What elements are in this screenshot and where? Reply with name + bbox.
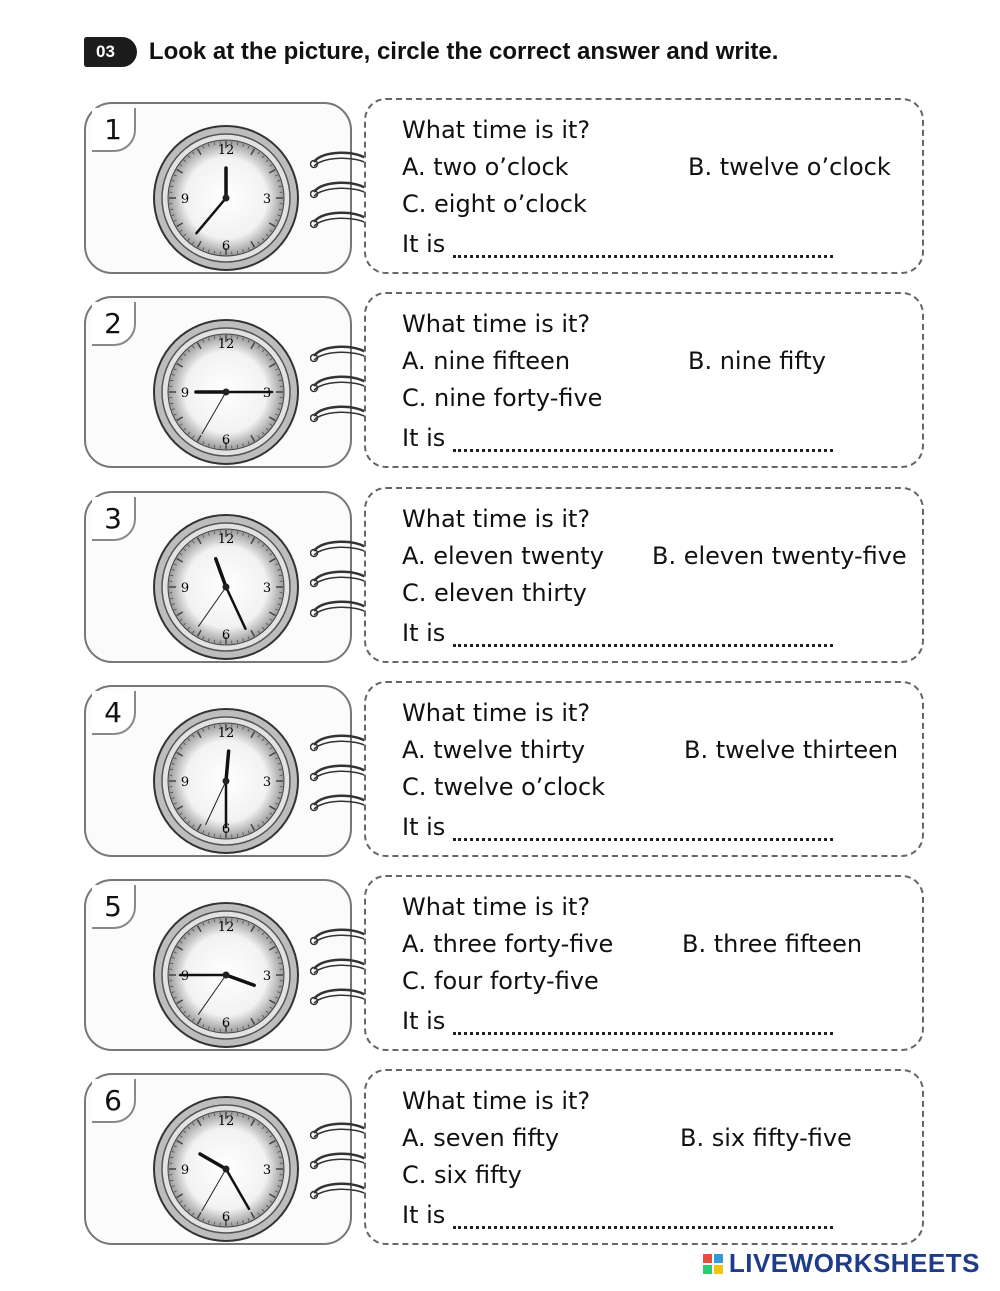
answer-input[interactable] bbox=[453, 622, 833, 647]
exercise-number: 1 bbox=[92, 108, 136, 152]
binder-rings-icon bbox=[310, 342, 372, 432]
svg-text:12: 12 bbox=[217, 532, 235, 547]
svg-text:6: 6 bbox=[221, 433, 231, 448]
question-card bbox=[364, 487, 924, 663]
svg-text:9: 9 bbox=[180, 192, 190, 207]
answer-line bbox=[402, 1201, 833, 1229]
binder-rings-icon bbox=[310, 1119, 372, 1209]
question-text: What time is it? bbox=[402, 505, 591, 533]
answer-prompt: It is bbox=[402, 1007, 446, 1035]
option-b[interactable]: B. three fifteen bbox=[682, 930, 863, 958]
exercise-number-badge: 03 bbox=[84, 37, 137, 67]
svg-text:12: 12 bbox=[217, 1114, 235, 1129]
question-text: What time is it? bbox=[402, 893, 591, 921]
answer-input[interactable] bbox=[453, 427, 833, 452]
svg-text:9: 9 bbox=[180, 969, 190, 984]
question-text: What time is it? bbox=[402, 1087, 591, 1115]
answer-input[interactable] bbox=[453, 233, 833, 258]
question-card bbox=[364, 1069, 924, 1245]
svg-text:3: 3 bbox=[262, 775, 272, 790]
question-card bbox=[364, 292, 924, 468]
exercise-item bbox=[84, 487, 924, 667]
svg-text:12: 12 bbox=[217, 920, 235, 935]
liveworksheets-logo-icon bbox=[703, 1254, 723, 1274]
exercise-item bbox=[84, 681, 924, 861]
exercise-item bbox=[84, 98, 924, 278]
option-b[interactable]: B. twelve o’clock bbox=[688, 153, 891, 181]
answer-line bbox=[402, 619, 833, 647]
exercise-number: 4 bbox=[92, 691, 136, 735]
option-a[interactable]: A. eleven twenty bbox=[402, 542, 604, 570]
exercise-number: 6 bbox=[92, 1079, 136, 1123]
question-text: What time is it? bbox=[402, 116, 591, 144]
option-b[interactable]: B. nine fifty bbox=[688, 347, 826, 375]
option-c[interactable]: C. eight o’clock bbox=[402, 190, 587, 218]
binder-rings-icon bbox=[310, 925, 372, 1015]
binder-rings-icon bbox=[310, 537, 372, 627]
answer-prompt: It is bbox=[402, 813, 446, 841]
svg-text:6: 6 bbox=[221, 239, 231, 254]
question-text: What time is it? bbox=[402, 310, 591, 338]
option-b[interactable]: B. twelve thirteen bbox=[684, 736, 899, 764]
question-card bbox=[364, 875, 924, 1051]
answer-prompt: It is bbox=[402, 619, 446, 647]
svg-text:3: 3 bbox=[262, 192, 272, 207]
answer-input[interactable] bbox=[453, 1010, 833, 1035]
svg-text:12: 12 bbox=[217, 337, 235, 352]
binder-rings-icon bbox=[310, 731, 372, 821]
clock-icon bbox=[152, 513, 300, 661]
svg-text:6: 6 bbox=[221, 822, 231, 837]
answer-input[interactable] bbox=[453, 1204, 833, 1229]
option-a[interactable]: A. nine fifteen bbox=[402, 347, 571, 375]
svg-text:6: 6 bbox=[221, 1210, 231, 1225]
answer-line bbox=[402, 230, 833, 258]
svg-text:3: 3 bbox=[262, 969, 272, 984]
option-a[interactable]: A. twelve thirty bbox=[402, 736, 586, 764]
svg-text:12: 12 bbox=[217, 143, 235, 158]
option-b[interactable]: B. eleven twenty-five bbox=[652, 542, 907, 570]
option-a[interactable]: A. two o’clock bbox=[402, 153, 569, 181]
clock-icon bbox=[152, 707, 300, 855]
question-card bbox=[364, 681, 924, 857]
answer-line bbox=[402, 1007, 833, 1035]
answer-line bbox=[402, 424, 833, 452]
option-a[interactable]: A. seven fifty bbox=[402, 1124, 560, 1152]
svg-text:3: 3 bbox=[262, 386, 272, 401]
binder-rings-icon bbox=[310, 148, 372, 238]
option-c[interactable]: C. eleven thirty bbox=[402, 579, 587, 607]
question-card bbox=[364, 98, 924, 274]
brand-footer bbox=[703, 1248, 980, 1279]
exercise-item bbox=[84, 875, 924, 1055]
exercise-header bbox=[84, 30, 778, 74]
question-text: What time is it? bbox=[402, 699, 591, 727]
brand-name: LIVEWORKSHEETS bbox=[728, 1248, 980, 1278]
exercise-item bbox=[84, 292, 924, 472]
option-c[interactable]: C. six fifty bbox=[402, 1161, 522, 1189]
exercise-number: 5 bbox=[92, 885, 136, 929]
clock-icon bbox=[152, 124, 300, 272]
answer-line bbox=[402, 813, 833, 841]
option-b[interactable]: B. six fifty-five bbox=[680, 1124, 852, 1152]
option-a[interactable]: A. three forty-five bbox=[402, 930, 614, 958]
svg-text:6: 6 bbox=[221, 1016, 231, 1031]
answer-prompt: It is bbox=[402, 230, 446, 258]
option-c[interactable]: C. four forty-five bbox=[402, 967, 599, 995]
svg-text:3: 3 bbox=[262, 581, 272, 596]
svg-text:9: 9 bbox=[180, 1163, 190, 1178]
answer-input[interactable] bbox=[453, 816, 833, 841]
svg-text:9: 9 bbox=[180, 775, 190, 790]
option-c[interactable]: C. twelve o’clock bbox=[402, 773, 606, 801]
svg-text:3: 3 bbox=[262, 1163, 272, 1178]
svg-text:9: 9 bbox=[180, 581, 190, 596]
instruction-text: Look at the picture, circle the correct answer and write. bbox=[148, 38, 779, 65]
answer-prompt: It is bbox=[402, 424, 446, 452]
exercise-number: 3 bbox=[92, 497, 136, 541]
svg-text:12: 12 bbox=[217, 726, 235, 741]
svg-text:6: 6 bbox=[221, 628, 231, 643]
clock-icon bbox=[152, 318, 300, 466]
clock-icon bbox=[152, 1095, 300, 1243]
option-c[interactable]: C. nine forty-five bbox=[402, 384, 603, 412]
exercise-item bbox=[84, 1069, 924, 1249]
svg-text:9: 9 bbox=[180, 386, 190, 401]
answer-prompt: It is bbox=[402, 1201, 446, 1229]
clock-icon bbox=[152, 901, 300, 1049]
exercise-number: 2 bbox=[92, 302, 136, 346]
